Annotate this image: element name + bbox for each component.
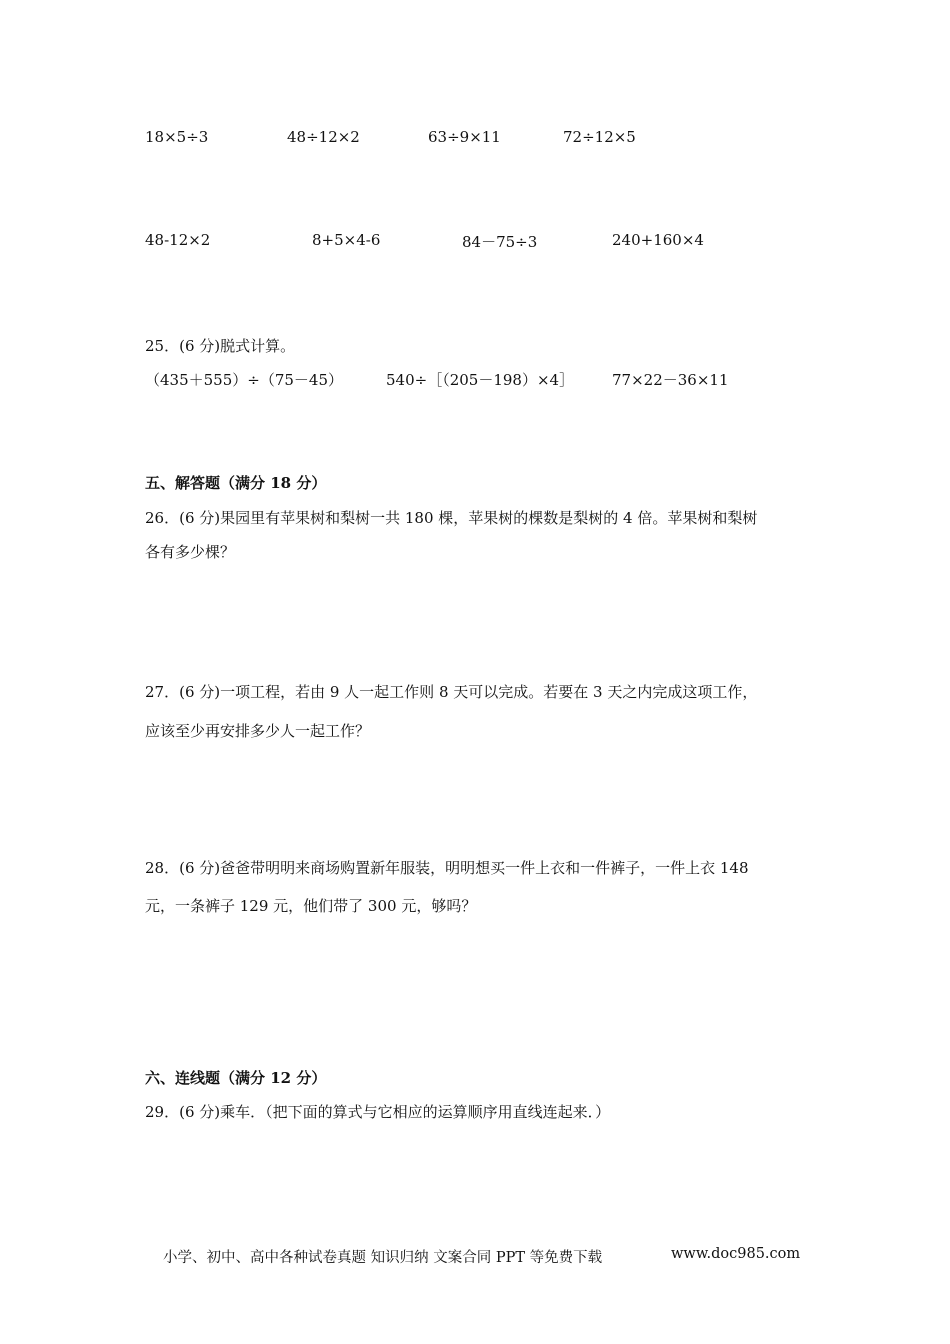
q27-line2: 应该至少再安排多少人一起工作？ xyxy=(145,722,371,740)
q27-line1: 27．(6 分)一项工程，若由 9 人一起工作则 8 天可以完成。若要在 3 天之内完成这项工作， xyxy=(145,683,758,701)
expr-r1-1: 18×5÷3 xyxy=(145,128,209,146)
q29-label: 29．(6 分)乘车．（把下面的算式与它相应的运算顺序用直线连起来．） xyxy=(145,1103,611,1121)
q25-expr-3: 77×22－36×11 xyxy=(612,371,729,389)
q25-label: 25．(6 分)脱式计算。 xyxy=(145,337,296,355)
expr-r2-2: 8+5×4-6 xyxy=(312,231,381,249)
footer-text: 小学、初中、高中各种试卷真题 知识归纳 文案合同 PPT 等免费下载 xyxy=(163,1250,603,1266)
q28-line2: 元，一条裤子 129 元，他们带了 300 元，够吗？ xyxy=(145,897,477,915)
section-6-title: 六、连线题（满分 12 分） xyxy=(145,1069,327,1087)
expr-r1-4: 72÷12×5 xyxy=(563,128,636,146)
q25-expr-2: 540÷［（205－198）×4］ xyxy=(386,371,575,389)
section-5-title: 五、解答题（满分 18 分） xyxy=(145,474,327,492)
expr-r1-2: 48÷12×2 xyxy=(287,128,360,146)
q26-line1: 26．(6 分)果园里有苹果树和梨树一共 180 棵，苹果树的棵数是梨树的 4 倍。苹果树和梨树 xyxy=(145,509,758,527)
q26-line2: 各有多少棵？ xyxy=(145,543,236,561)
footer-url[interactable]: www.doc985.com xyxy=(671,1246,801,1262)
expr-r1-3: 63÷9×11 xyxy=(428,128,501,146)
expr-r2-4: 240+160×4 xyxy=(612,231,704,249)
expr-r2-1: 48-12×2 xyxy=(145,231,211,249)
q25-expr-1: （435＋555）÷（75－45） xyxy=(145,371,344,389)
q28-line1: 28．(6 分)爸爸带明明来商场购置新年服装，明明想买一件上衣和一件裤子，一件上衣 148 xyxy=(145,859,749,877)
expr-r2-3: 84－75÷3 xyxy=(462,233,538,251)
